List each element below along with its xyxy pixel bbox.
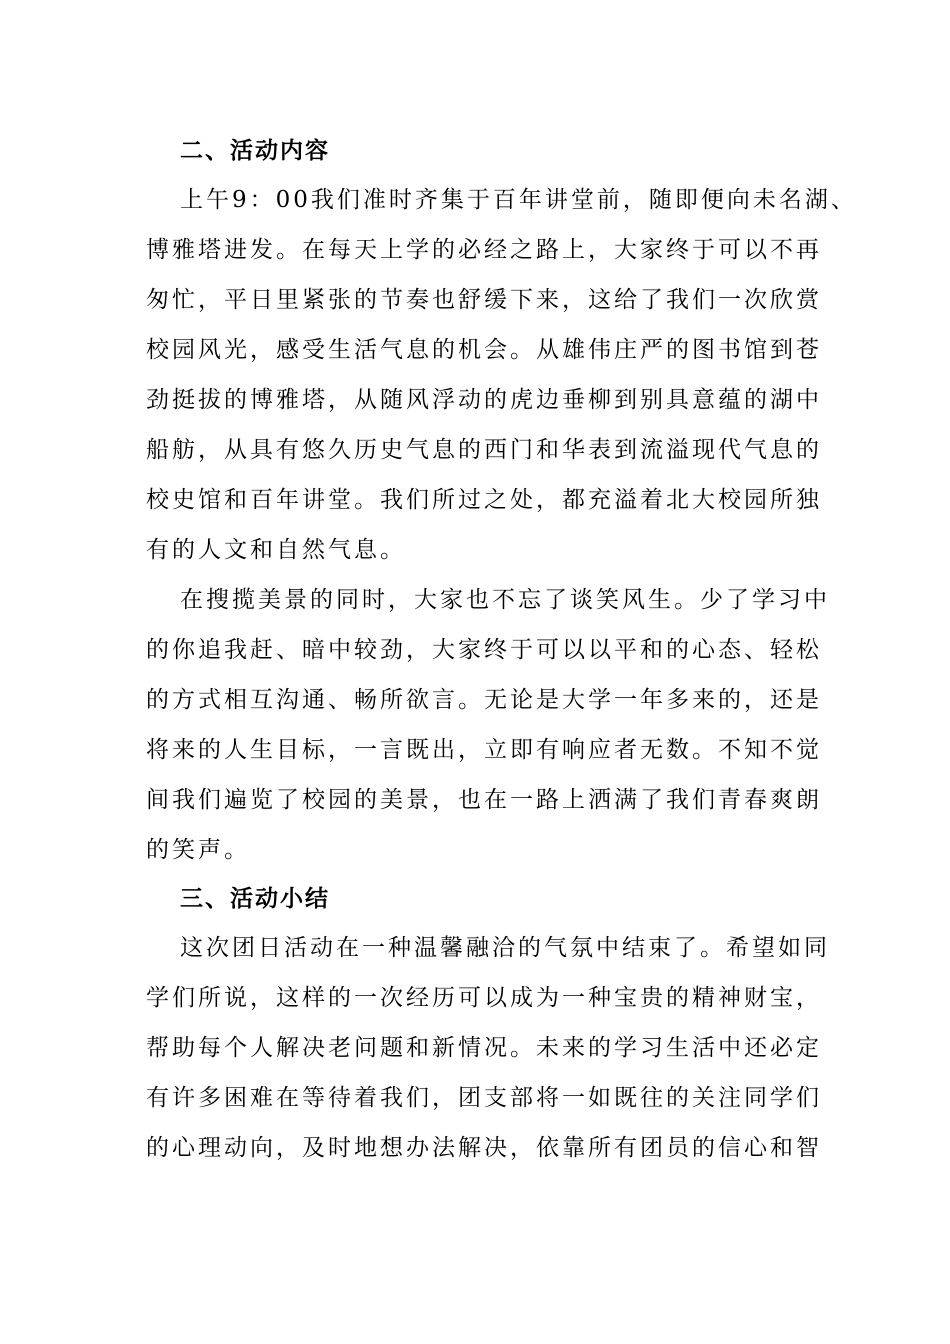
paragraph-line: 校园风光，感受生活气息的机会。从雄伟庄严的图书馆到苍 [146, 337, 822, 363]
paragraph-line: 有的人文和自然气息。 [146, 537, 406, 563]
paragraph-line: 的心理动向，及时地想办法解决，依靠所有团员的信心和智 [146, 1135, 822, 1161]
paragraph-line: 博雅塔进发。在每天上学的必经之路上，大家终于可以不再 [146, 237, 822, 263]
paragraph-line: 劲挺拔的博雅塔，从随风浮动的虎边垂柳到别具意蕴的湖中 [146, 387, 822, 413]
paragraph-line: 船舫，从具有悠久历史气息的西门和华表到流溢现代气息的 [146, 437, 822, 463]
paragraph-line: 在搜揽美景的同时，大家也不忘了谈笑风生。少了学习中 [180, 587, 830, 613]
paragraph-line: 间我们遍览了校园的美景，也在一路上洒满了我们青春爽朗 [146, 787, 822, 813]
paragraph-line: 校史馆和百年讲堂。我们所过之处，都充溢着北大校园所独 [146, 487, 822, 513]
paragraph-line: 的方式相互沟通、畅所欲言。无论是大学一年多来的，还是 [146, 687, 822, 713]
paragraph-line: 匆忙，平日里紧张的节奏也舒缓下来，这给了我们一次欣赏 [146, 287, 822, 313]
paragraph-line: 的你追我赶、暗中较劲，大家终于可以以平和的心态、轻松 [146, 637, 822, 663]
paragraph-line: 学们所说，这样的一次经历可以成为一种宝贵的精神财宝， [146, 985, 822, 1011]
section-heading-activity-content: 二、活动内容 [180, 137, 330, 164]
paragraph-line: 上午9：00我们准时齐集于百年讲堂前，随即便向未名湖、 [180, 187, 857, 213]
paragraph-line: 将来的人生目标，一言既出，立即有响应者无数。不知不觉 [146, 737, 822, 763]
paragraph-line: 的笑声。 [146, 837, 250, 863]
paragraph-line: 这次团日活动在一种温馨融洽的气氛中结束了。希望如同 [180, 935, 830, 961]
section-heading-activity-summary: 三、活动小结 [180, 885, 330, 912]
paragraph-line: 有许多困难在等待着我们，团支部将一如既往的关注同学们 [146, 1085, 822, 1111]
paragraph-line: 帮助每个人解决老问题和新情况。未来的学习生活中还必定 [146, 1035, 822, 1061]
